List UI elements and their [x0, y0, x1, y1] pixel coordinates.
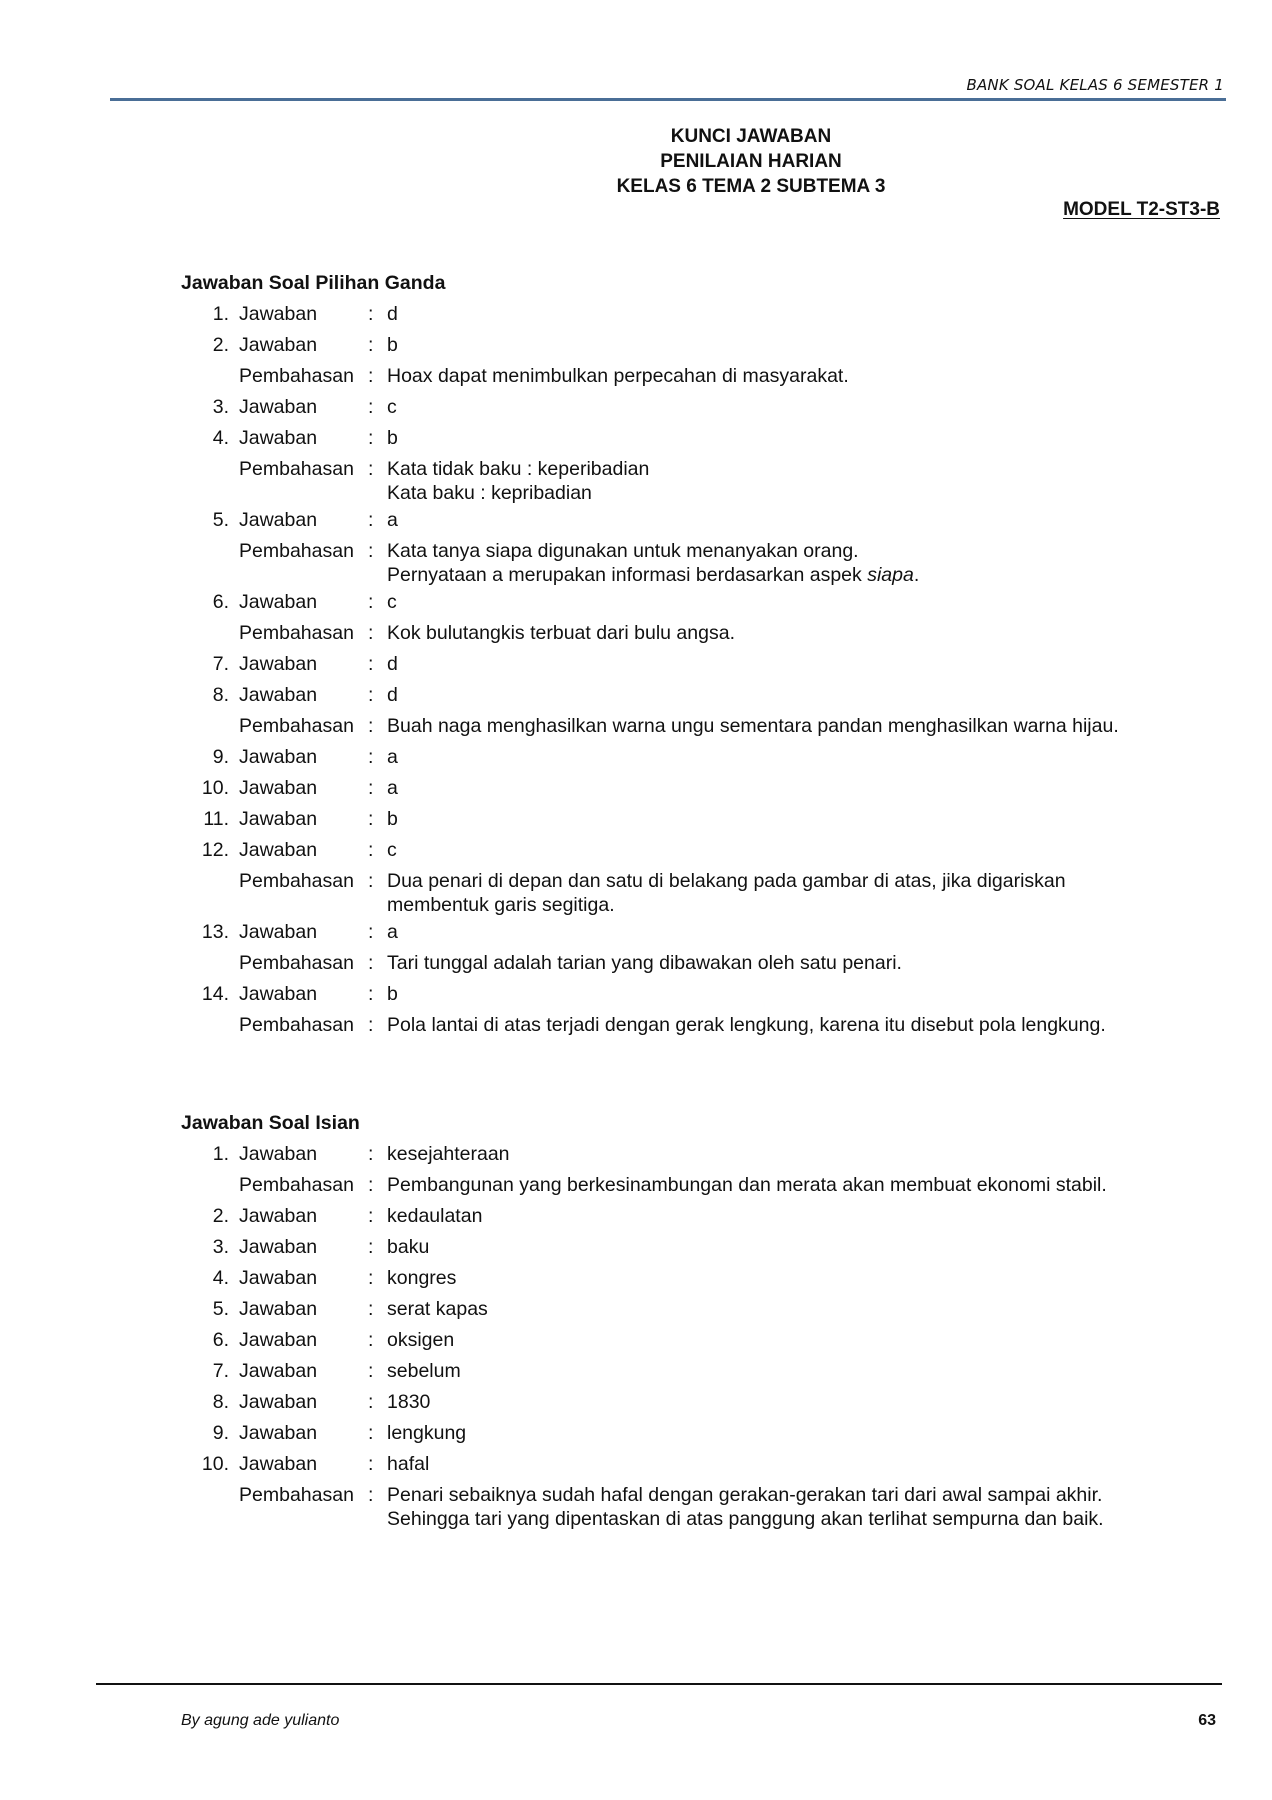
colon: :	[368, 1329, 374, 1351]
footer-author: By agung ade yulianto	[181, 1712, 340, 1729]
answer-row	[181, 587, 1221, 618]
answer-label: Jawaban	[239, 921, 318, 943]
answer-row	[181, 835, 1221, 866]
colon: :	[368, 684, 374, 706]
item-number: 11.	[203, 808, 229, 830]
answer-value: hafal	[387, 1453, 430, 1475]
answer-value: d	[387, 653, 398, 675]
discussion-row	[181, 948, 1221, 979]
colon: :	[368, 1360, 374, 1382]
item-number: 5.	[212, 509, 229, 531]
document-title	[0, 124, 1272, 199]
essay-section	[181, 1108, 1221, 1531]
answer-row	[181, 1201, 1221, 1232]
answer-row	[181, 1418, 1221, 1449]
item-number: 2.	[212, 1205, 229, 1227]
discussion-text: Hoax dapat menimbulkan perpecahan di masyarakat.	[387, 365, 849, 387]
discussion-text: Tari tunggal adalah tarian yang dibawakan oleh satu penari.	[387, 952, 902, 974]
colon: :	[368, 952, 374, 974]
colon: :	[368, 1143, 374, 1165]
colon: :	[368, 1205, 374, 1227]
discussion-label: Pembahasan	[239, 952, 354, 974]
item-number: 1.	[212, 303, 229, 325]
answer-label: Jawaban	[239, 1205, 318, 1227]
item-number: 5.	[212, 1298, 229, 1320]
answer-row	[181, 1325, 1221, 1356]
answer-label: Jawaban	[239, 1143, 318, 1165]
colon: :	[368, 334, 374, 356]
answer-value: b	[387, 427, 398, 449]
answer-value: baku	[387, 1236, 430, 1258]
answer-value: sebelum	[387, 1360, 461, 1382]
answer-value: d	[387, 303, 398, 325]
answer-row	[181, 680, 1221, 711]
colon: :	[368, 1174, 374, 1196]
discussion-label: Pembahasan	[239, 1014, 354, 1036]
title-line-2: PENILAIAN HARIAN	[660, 151, 842, 172]
discussion-row	[181, 536, 1221, 587]
discussion-text: Pembangunan yang berkesinambungan dan merata akan membuat ekonomi stabil.	[387, 1174, 1107, 1196]
answer-row	[181, 1263, 1221, 1294]
answer-value: a	[387, 777, 398, 799]
discussion-text: Pola lantai di atas terjadi dengan gerak lengkung, karena itu disebut pola lengkung.	[387, 1014, 1106, 1036]
answer-value: kesejahteraan	[387, 1143, 510, 1165]
item-number: 1.	[212, 1143, 229, 1165]
colon: :	[368, 653, 374, 675]
discussion-label: Pembahasan	[239, 540, 354, 562]
item-number: 9.	[212, 746, 229, 768]
answer-row	[181, 299, 1221, 330]
item-number: 13.	[201, 921, 229, 943]
answer-label: Jawaban	[239, 396, 318, 418]
discussion-text: Kata tidak baku : keperibadian Kata baku : kepribadian	[387, 458, 650, 504]
answer-value: d	[387, 684, 398, 706]
answer-value: b	[387, 334, 398, 356]
discussion-label: Pembahasan	[239, 715, 354, 737]
colon: :	[368, 365, 374, 387]
section-title: Jawaban Soal Pilihan Ganda	[181, 272, 446, 294]
item-number: 3.	[212, 396, 229, 418]
answer-row	[181, 773, 1221, 804]
answer-row	[181, 1387, 1221, 1418]
answer-label: Jawaban	[239, 1298, 318, 1320]
discussion-text: Kok bulutangkis terbuat dari bulu angsa.	[387, 622, 735, 644]
colon: :	[368, 540, 374, 562]
item-number: 3.	[212, 1236, 229, 1258]
colon: :	[368, 808, 374, 830]
discussion-label: Pembahasan	[239, 458, 354, 480]
discussion-row	[181, 1010, 1221, 1041]
answer-label: Jawaban	[239, 1236, 318, 1258]
item-number: 4.	[212, 427, 229, 449]
answer-label: Jawaban	[239, 509, 318, 531]
answer-label: Jawaban	[239, 1329, 318, 1351]
answer-value: b	[387, 808, 398, 830]
colon: :	[368, 715, 374, 737]
answer-row	[181, 804, 1221, 835]
answer-value: c	[387, 396, 397, 418]
discussion-row	[181, 454, 1221, 505]
discussion-text: Dua penari di depan dan satu di belakang pada gambar di atas, jika digariskan membentuk garis segitiga.	[387, 870, 1066, 916]
colon: :	[368, 777, 374, 799]
colon: :	[368, 509, 374, 531]
colon: :	[368, 746, 374, 768]
item-number: 10.	[201, 1453, 229, 1475]
discussion-label: Pembahasan	[239, 1174, 354, 1196]
item-number: 8.	[212, 684, 229, 706]
answer-row	[181, 423, 1221, 454]
discussion-row	[181, 711, 1221, 742]
answer-row	[181, 1139, 1221, 1170]
header-divider	[110, 98, 1226, 101]
colon: :	[368, 591, 374, 613]
colon: :	[368, 1453, 374, 1475]
answer-value: lengkung	[387, 1422, 467, 1444]
answer-row	[181, 649, 1221, 680]
colon: :	[368, 1236, 374, 1258]
answer-value: c	[387, 591, 397, 613]
discussion-text: Penari sebaiknya sudah hafal dengan gerakan-gerakan tari dari awal sampai akhir. Sehingga tari yang dipentaskan di atas panggung akan terlihat sempurna dan baik.	[387, 1484, 1104, 1530]
discussion-label: Pembahasan	[239, 870, 354, 892]
answer-value: a	[387, 746, 398, 768]
answer-row	[181, 1294, 1221, 1325]
page-number: 63	[1198, 1712, 1216, 1729]
discussion-row	[181, 361, 1221, 392]
answer-value: kedaulatan	[387, 1205, 483, 1227]
answer-label: Jawaban	[239, 427, 318, 449]
colon: :	[368, 303, 374, 325]
colon: :	[368, 870, 374, 892]
item-number: 2.	[212, 334, 229, 356]
answer-label: Jawaban	[239, 684, 318, 706]
discussion-label: Pembahasan	[239, 622, 354, 644]
item-number: 9.	[212, 1422, 229, 1444]
footer-divider	[96, 1683, 1222, 1685]
running-header: BANK SOAL KELAS 6 SEMESTER 1	[966, 76, 1224, 94]
answer-label: Jawaban	[239, 808, 318, 830]
answer-value: b	[387, 983, 398, 1005]
item-number: 10.	[201, 777, 229, 799]
answer-label: Jawaban	[239, 653, 318, 675]
title-line-1: KUNCI JAWABAN	[670, 126, 832, 147]
discussion-label: Pembahasan	[239, 1484, 354, 1506]
discussion-row	[181, 866, 1221, 917]
colon: :	[368, 458, 374, 480]
discussion-row	[181, 1480, 1221, 1531]
answer-label: Jawaban	[239, 1360, 318, 1382]
answer-value: 1830	[387, 1391, 431, 1413]
answer-row	[181, 330, 1221, 361]
answer-row	[181, 392, 1221, 423]
section-title: Jawaban Soal Isian	[181, 1112, 360, 1134]
item-number: 6.	[212, 591, 229, 613]
colon: :	[368, 983, 374, 1005]
answer-label: Jawaban	[239, 1267, 318, 1289]
discussion-row	[181, 1170, 1221, 1201]
emphasis: siapa	[867, 564, 914, 586]
colon: :	[368, 1267, 374, 1289]
answer-row	[181, 742, 1221, 773]
answer-label: Jawaban	[239, 746, 318, 768]
item-number: 14.	[201, 983, 229, 1005]
discussion-text: Kata tanya siapa digunakan untuk menanyakan orang. Pernyataan a merupakan informasi berdasarkan aspek siapa.	[387, 540, 920, 586]
colon: :	[368, 1422, 374, 1444]
multiple-choice-section	[181, 268, 1221, 1041]
item-number: 12.	[201, 839, 229, 861]
colon: :	[368, 396, 374, 418]
answer-label: Jawaban	[239, 983, 318, 1005]
answer-label: Jawaban	[239, 1453, 318, 1475]
colon: :	[368, 427, 374, 449]
answer-row	[181, 1449, 1221, 1480]
model-code: MODEL T2-ST3-B	[1063, 199, 1220, 220]
answer-label: Jawaban	[239, 1422, 318, 1444]
colon: :	[368, 1484, 374, 1506]
answer-value: a	[387, 921, 398, 943]
discussion-row	[181, 618, 1221, 649]
colon: :	[368, 839, 374, 861]
answer-label: Jawaban	[239, 1391, 318, 1413]
item-number: 7.	[212, 653, 229, 675]
item-number: 4.	[212, 1267, 229, 1289]
colon: :	[368, 1014, 374, 1036]
answer-row	[181, 1232, 1221, 1263]
answer-value: serat kapas	[387, 1298, 488, 1320]
answer-row	[181, 979, 1221, 1010]
answer-value: oksigen	[387, 1329, 455, 1351]
colon: :	[368, 622, 374, 644]
answer-label: Jawaban	[239, 303, 318, 325]
answer-value: a	[387, 509, 398, 531]
item-number: 6.	[212, 1329, 229, 1351]
colon: :	[368, 1298, 374, 1320]
answer-label: Jawaban	[239, 591, 318, 613]
discussion-text: Buah naga menghasilkan warna ungu sementara pandan menghasilkan warna hijau.	[387, 715, 1119, 737]
colon: :	[368, 1391, 374, 1413]
answer-value: c	[387, 839, 397, 861]
discussion-label: Pembahasan	[239, 365, 354, 387]
answer-value: kongres	[387, 1267, 457, 1289]
answer-label: Jawaban	[239, 777, 318, 799]
title-line-3: KELAS 6 TEMA 2 SUBTEMA 3	[616, 176, 886, 197]
answer-label: Jawaban	[239, 839, 318, 861]
colon: :	[368, 921, 374, 943]
answer-row	[181, 917, 1221, 948]
answer-label: Jawaban	[239, 334, 318, 356]
answer-row	[181, 1356, 1221, 1387]
item-number: 8.	[212, 1391, 229, 1413]
item-number: 7.	[212, 1360, 229, 1382]
answer-row	[181, 505, 1221, 536]
